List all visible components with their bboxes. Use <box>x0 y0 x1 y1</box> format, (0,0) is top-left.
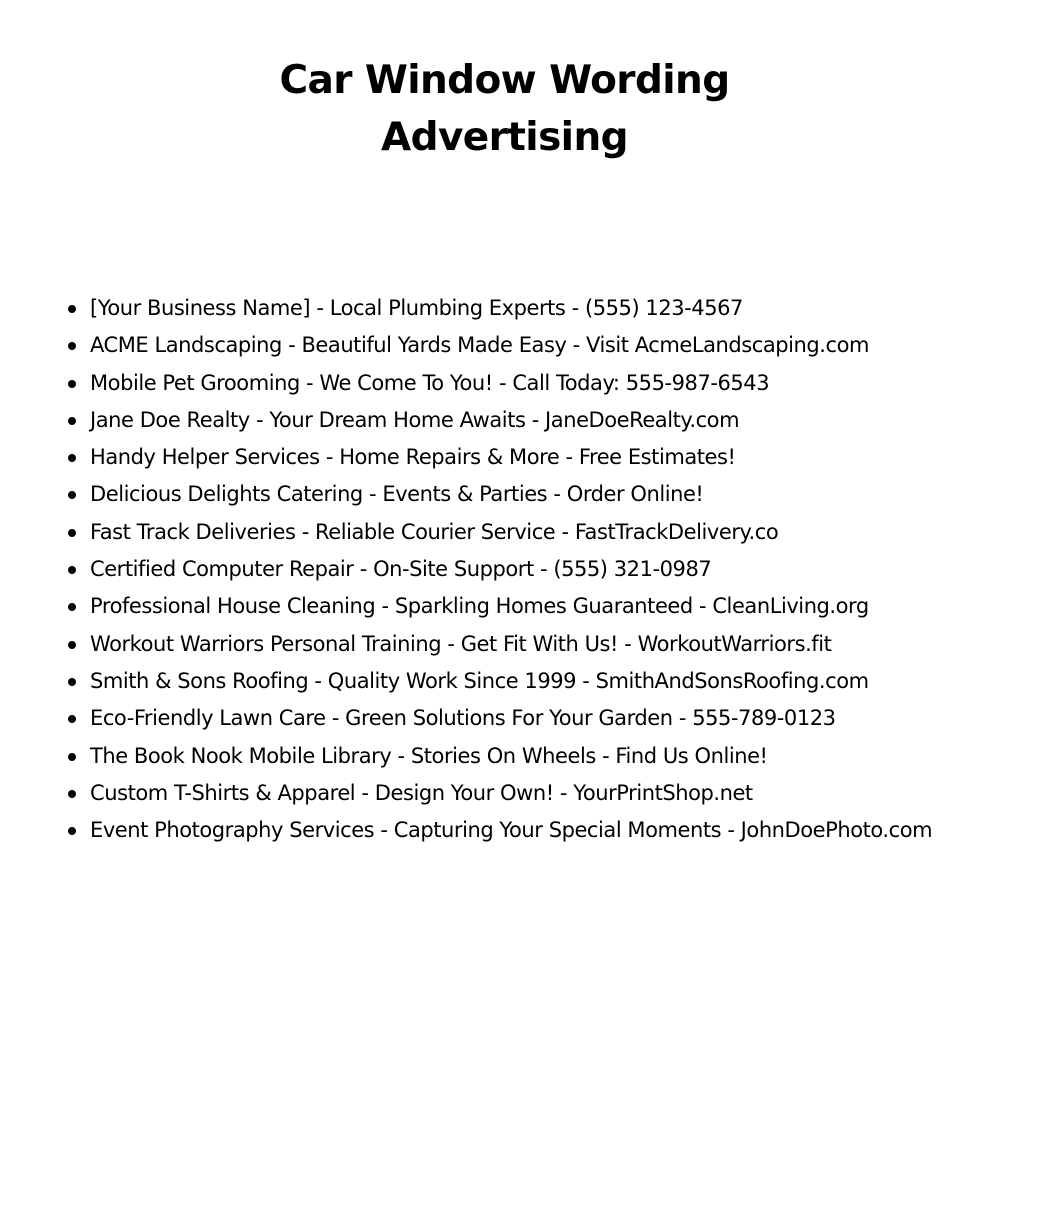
bullet-icon <box>68 715 76 723</box>
bullet-icon <box>68 380 76 388</box>
bullet-icon <box>68 529 76 537</box>
list-item-text: Eco-Friendly Lawn Care - Green Solutions For Your Garden - 555-789-0123 <box>90 706 836 731</box>
list-item-text: ACME Landscaping - Beautiful Yards Made Easy - Visit AcmeLandscaping.com <box>90 333 870 358</box>
list-item-text: The Book Nook Mobile Library - Stories On Wheels - Find Us Online! <box>90 743 768 768</box>
list-item <box>90 812 1059 849</box>
list-item-text: Custom T-Shirts & Apparel - Design Your Own! - YourPrintShop.net <box>90 780 753 805</box>
list-item-text: Certified Computer Repair - On-Site Support - (555) 321-0987 <box>90 557 712 582</box>
title-line-1: Car Window Wording <box>279 58 730 103</box>
list-item <box>90 290 1059 327</box>
list-item <box>90 476 1059 513</box>
bullet-icon <box>68 641 76 649</box>
bullet-icon <box>68 790 76 798</box>
list-item-text: Professional House Cleaning - Sparkling Homes Guaranteed - CleanLiving.org <box>90 594 869 619</box>
bullet-icon <box>68 491 76 499</box>
bullet-icon <box>68 603 76 611</box>
list-item-text: [Your Business Name] - Local Plumbing Experts - (555) 123-4567 <box>90 296 743 320</box>
page-title <box>0 52 1009 166</box>
list-item-text: Mobile Pet Grooming - We Come To You! - Call Today: 555-987-6543 <box>90 370 770 395</box>
list-item <box>90 327 1059 364</box>
list-item <box>90 365 1059 402</box>
bullet-icon <box>68 417 76 425</box>
list-item-text: Smith & Sons Roofing - Quality Work Since 1999 - SmithAndSonsRoofing.com <box>90 668 869 693</box>
list-item-text: Jane Doe Realty - Your Dream Home Awaits - JaneDoeRealty.com <box>90 407 740 432</box>
list-item <box>90 588 1059 625</box>
title-line-2: Advertising <box>381 115 628 160</box>
bullet-icon <box>68 454 76 462</box>
list-item <box>90 439 1059 476</box>
list-item <box>90 626 1059 663</box>
list-item-text: Event Photography Services - Capturing Your Special Moments - JohnDoePhoto.com <box>90 818 933 843</box>
bullet-icon <box>68 678 76 686</box>
bullet-icon <box>68 753 76 761</box>
list-item-text: Delicious Delights Catering - Events & Parties - Order Online! <box>90 482 704 507</box>
bullet-icon <box>68 305 76 313</box>
bullet-icon <box>68 827 76 835</box>
list-item <box>90 402 1059 439</box>
list-item <box>90 663 1059 700</box>
list-item <box>90 738 1059 775</box>
list-item <box>90 775 1059 812</box>
list-item <box>90 514 1059 551</box>
list-item-text: Fast Track Deliveries - Reliable Courier Service - FastTrackDelivery.co <box>90 519 779 544</box>
advertising-list <box>0 290 1059 849</box>
list-item <box>90 551 1059 588</box>
list-item-text: Handy Helper Services - Home Repairs & More - Free Estimates! <box>90 445 736 470</box>
list-item-text: Workout Warriors Personal Training - Get Fit With Us! - WorkoutWarriors.fit <box>90 631 832 656</box>
bullet-icon <box>68 342 76 350</box>
bullet-icon <box>68 566 76 574</box>
list-item <box>90 700 1059 737</box>
